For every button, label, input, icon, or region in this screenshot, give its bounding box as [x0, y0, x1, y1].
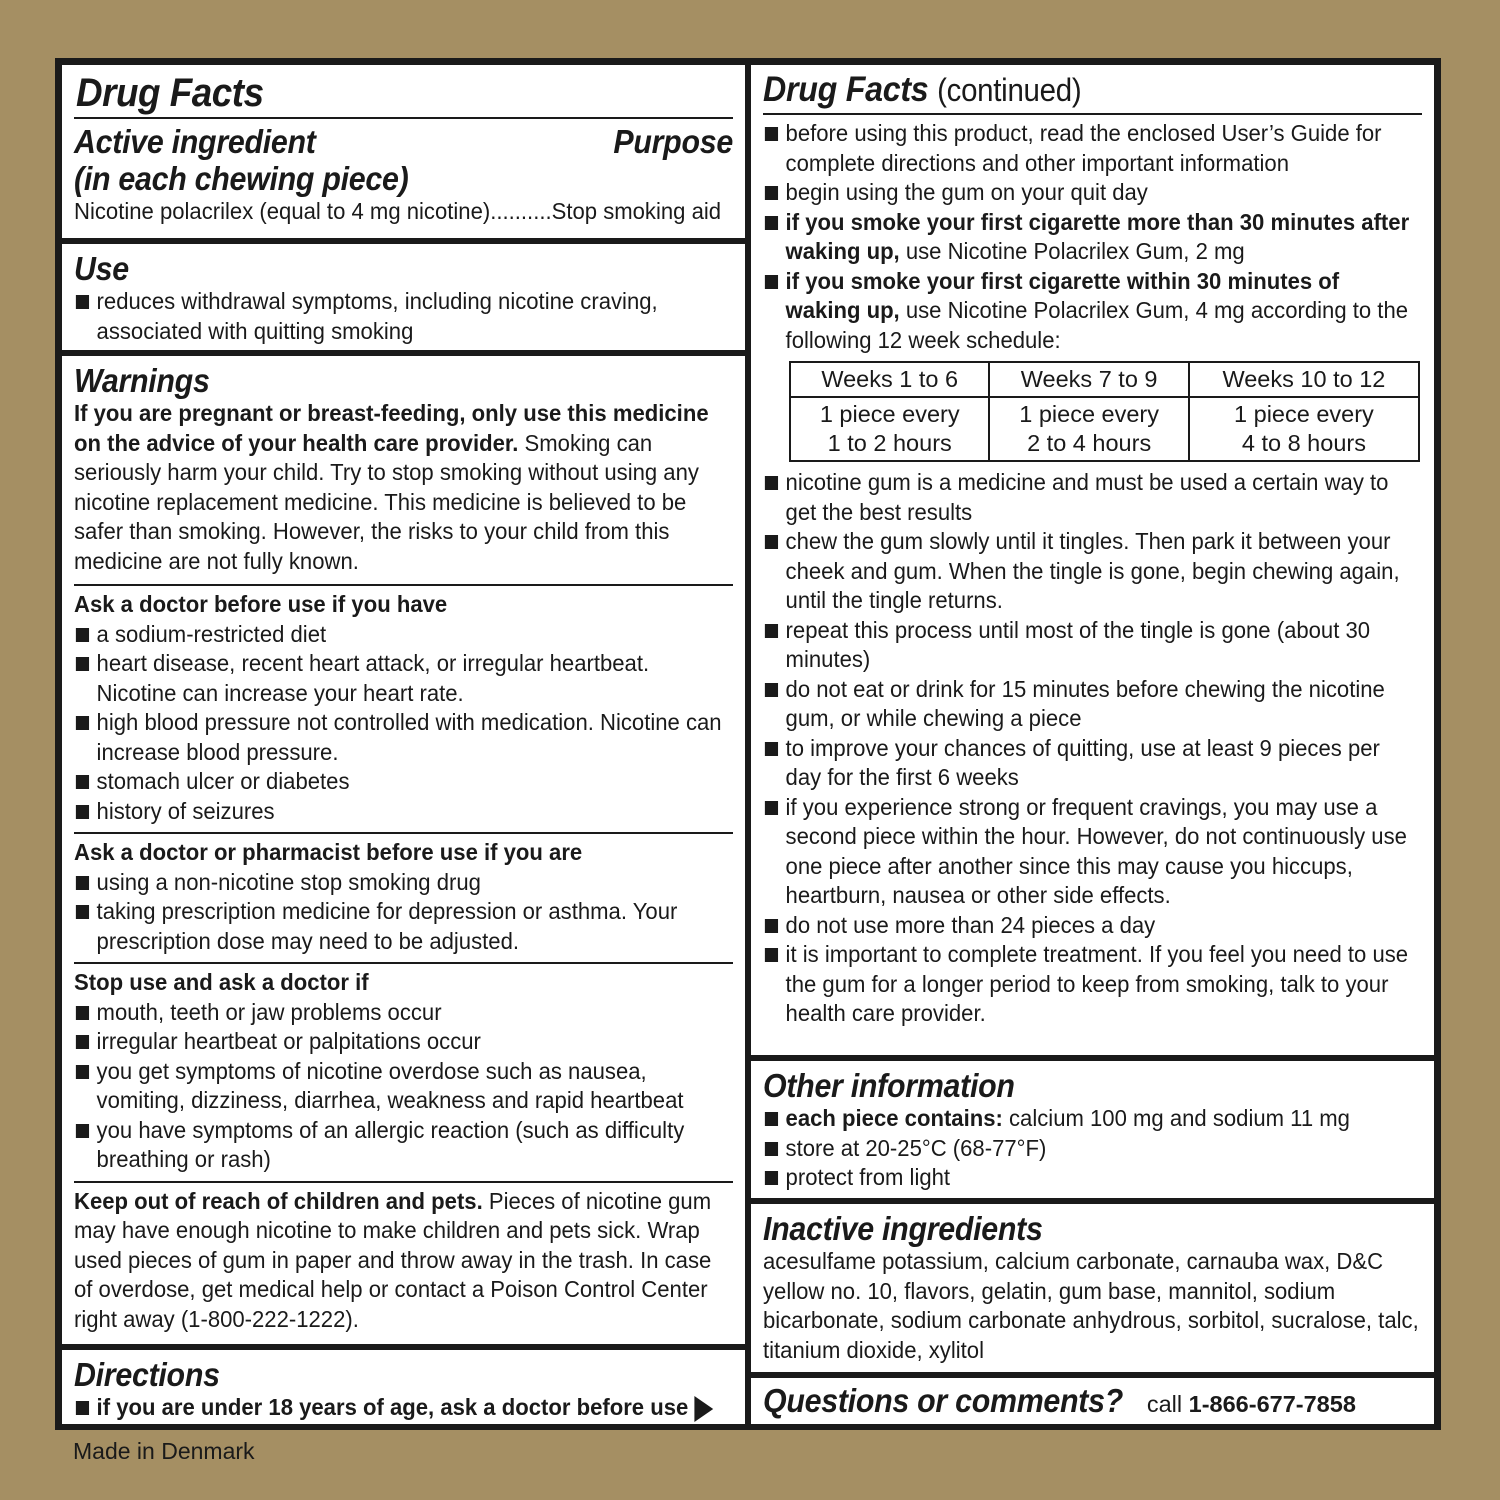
- bullet-icon: [76, 1006, 89, 1020]
- questions-section: [751, 1378, 1434, 1424]
- bullet-icon: [76, 628, 89, 642]
- pregnancy-warning: [74, 399, 731, 576]
- bullet-icon: [76, 295, 89, 309]
- inactive-ingredients-heading: Inactive ingredients: [763, 1210, 1043, 1247]
- directions-continued-section: [751, 65, 1434, 1055]
- use-heading: Use: [74, 250, 129, 287]
- directions-list-after-table: [763, 468, 1420, 1029]
- list-item: you have symptoms of an allergic reaction (such as difficulty breathing or rash): [74, 1116, 731, 1175]
- bullet-icon: [76, 716, 89, 730]
- divider: [763, 113, 1422, 115]
- bullet-icon: [76, 905, 89, 919]
- bullet-icon: [76, 1124, 89, 1138]
- ask-doctor-heading: Ask a doctor before use if you have: [74, 591, 448, 617]
- bullet-icon: [76, 1065, 89, 1079]
- list-item: before using this product, read the enclosed User’s Guide for complete directions and other important information: [763, 119, 1420, 178]
- bullet-icon: [765, 476, 778, 490]
- bullet-icon: [765, 1142, 778, 1156]
- list-item: protect from light: [763, 1163, 1420, 1193]
- drug-facts-title: Drug Facts: [76, 71, 264, 115]
- questions-heading: Questions or comments?: [763, 1382, 1124, 1419]
- other-information-section: [751, 1061, 1434, 1198]
- stop-use-heading: Stop use and ask a doctor if: [74, 969, 369, 995]
- active-ingredient-heading: Active ingredient: [74, 123, 316, 160]
- questions-phone: 1-866-677-7858: [1188, 1391, 1356, 1417]
- use-section: [62, 244, 745, 350]
- bullet-icon: [765, 186, 778, 200]
- divider: [74, 584, 733, 586]
- ask-pharmacist-list: [74, 868, 731, 957]
- bullet-icon: [76, 657, 89, 671]
- list-item: nicotine gum is a medicine and must be used a certain way to get the best results: [763, 468, 1420, 527]
- list-item: to improve your chances of quitting, use at least 9 pieces per day for the first 6 weeks: [763, 734, 1420, 793]
- list-item: stomach ulcer or diabetes: [74, 767, 731, 797]
- pregnancy-warning-bold: If you are pregnant or breast-feeding, only use this medicine on the advice of your health care provider.: [74, 400, 709, 456]
- ingredient-line: Nicotine polacrilex (equal to 4 mg nicotine)..........Stop smoking aid: [74, 198, 722, 224]
- list-item: do not eat or drink for 15 minutes before chewing the nicotine gum, or while chewing a piece: [763, 675, 1420, 734]
- ask-doctor-list: [74, 620, 731, 827]
- bullet-icon: [76, 1035, 89, 1049]
- list-item: repeat this process until most of the tingle is gone (about 30 minutes): [763, 616, 1420, 675]
- divider: [74, 1181, 733, 1183]
- divider: [74, 832, 733, 834]
- list-item: it is important to complete treatment. If you feel you need to use the gum for a longer period to keep from smoking, talk to your health care provider.: [763, 940, 1420, 1029]
- keep-out-text: Pieces of nicotine gum may have enough nicotine to make children and pets sick. Wrap used pieces of gum in paper and throw away in the trash. In case of overdose, get medical help or contact a Poison Control Center right away (1-800-222-1222).: [74, 1187, 712, 1332]
- other-information-list: [763, 1104, 1420, 1193]
- bullet-icon: [765, 275, 778, 289]
- table-row: [790, 397, 1419, 461]
- list-item: begin using the gum on your quit day: [763, 178, 1420, 208]
- other-information-heading: Other information: [763, 1067, 1015, 1104]
- bullet-icon: [765, 742, 778, 756]
- bullet-icon: [765, 127, 778, 141]
- table-cell: 1 piece every 2 to 4 hours: [989, 397, 1188, 461]
- list-item: irregular heartbeat or palpitations occur: [74, 1027, 731, 1057]
- list-item: you get symptoms of nicotine overdose such as nausea, vomiting, dizziness, diarrhea, weakness and rapid heartbeat: [74, 1057, 731, 1116]
- list-item: chew the gum slowly until it tingles. Then park it between your cheek and gum. When the tingle is gone, begin chewing again, until the tingle returns.: [763, 527, 1420, 616]
- list-item: if you smoke your first cigarette within 30 minutes of waking up, use Nicotine Polacrilex Gum, 4 mg according to the following 12 week schedule:: [763, 267, 1420, 356]
- bullet-icon: [765, 535, 778, 549]
- bullet-icon: [765, 216, 778, 230]
- schedule-table: [789, 361, 1420, 462]
- active-ingredient-section: [62, 65, 745, 238]
- directions-list-before-table: [763, 119, 1420, 355]
- bullet-icon: [76, 876, 89, 890]
- active-ingredient-subheading: (in each chewing piece): [74, 160, 409, 197]
- list-item: a sodium-restricted diet: [74, 620, 731, 650]
- keep-out-warning: [74, 1187, 731, 1335]
- list-item: high blood pressure not controlled with medication. Nicotine can increase blood pressure.: [74, 708, 731, 767]
- schedule-table-wrap: [763, 361, 1422, 462]
- list-item: each piece contains: calcium 100 mg and sodium 11 mg: [763, 1104, 1420, 1134]
- list-item: heart disease, recent heart attack, or irregular heartbeat. Nicotine can increase your heart rate.: [74, 649, 731, 708]
- keep-out-bold: Keep out of reach of children and pets.: [74, 1187, 483, 1214]
- bullet-icon: [765, 1112, 778, 1126]
- table-cell: 1 piece every 4 to 8 hours: [1189, 397, 1419, 461]
- continue-arrow-icon: [694, 1396, 713, 1422]
- ask-pharmacist-heading: Ask a doctor or pharmacist before use if you are: [74, 839, 583, 865]
- warnings-section: [62, 356, 745, 1344]
- list-item: mouth, teeth or jaw problems occur: [74, 998, 731, 1028]
- directions-heading: Directions: [74, 1356, 220, 1393]
- divider: [74, 962, 733, 964]
- inactive-ingredients-section: [751, 1204, 1434, 1372]
- list-item: store at 20-25°C (68-77°F): [763, 1134, 1420, 1164]
- bullet-icon: [765, 801, 778, 815]
- inactive-ingredients-text: acesulfame potassium, calcium carbonate, carnauba wax, D&C yellow no. 10, flavors, gelatin, gum base, mannitol, sodium bicarbonate, sodium carbonate anhydrous, sorbitol, sucralose, talc, titanium dioxide, xylitol: [763, 1248, 1419, 1363]
- bullet-icon: [76, 1401, 89, 1415]
- bullet-icon: [765, 919, 778, 933]
- table-cell: 1 piece every 1 to 2 hours: [790, 397, 989, 461]
- active-ingredient-header: [74, 123, 733, 160]
- warnings-heading: Warnings: [74, 362, 210, 399]
- list-item: taking prescription medicine for depression or asthma. Your prescription dose may need to be adjusted.: [74, 897, 731, 956]
- use-list: [74, 287, 731, 346]
- list-item: reduces withdrawal symptoms, including nicotine craving, associated with quitting smoking: [74, 287, 731, 346]
- table-header-cell: Weeks 1 to 6: [790, 362, 989, 397]
- bullet-icon: [765, 683, 778, 697]
- continued-title-text: Drug Facts: [763, 70, 929, 109]
- bullet-icon: [765, 948, 778, 962]
- continued-title: [763, 71, 1369, 109]
- table-header-cell: Weeks 10 to 12: [1189, 362, 1419, 397]
- pregnancy-warning-text: Smoking can seriously harm your child. Try to stop smoking without using any nicotine replacement medicine. This medicine is believed to be safer than smoking. However, the risks to your child from this medicine are not fully known.: [74, 429, 699, 574]
- table-row: [790, 362, 1419, 397]
- table-header-cell: Weeks 7 to 9: [989, 362, 1188, 397]
- bullet-icon: [765, 624, 778, 638]
- directions-section: [62, 1350, 745, 1424]
- list-item: if you are under 18 years of age, ask a doctor before use: [74, 1393, 731, 1423]
- purpose-heading: Purpose: [613, 123, 733, 160]
- bullet-icon: [76, 805, 89, 819]
- list-item: using a non-nicotine stop smoking drug: [74, 868, 731, 898]
- list-item: if you experience strong or frequent cravings, you may use a second piece within the hour. However, do not continuously use one piece after another since this may cause you hiccups, heartburn, nausea or other side effects.: [763, 793, 1420, 911]
- list-item: history of seizures: [74, 797, 731, 827]
- stop-use-list: [74, 998, 731, 1175]
- list-item: do not use more than 24 pieces a day: [763, 911, 1420, 941]
- bullet-icon: [76, 775, 89, 789]
- drug-facts-panel: [55, 58, 1441, 1430]
- questions-line: [763, 1382, 1422, 1420]
- bullet-icon: [765, 1171, 778, 1185]
- divider: [74, 117, 733, 119]
- list-item: if you smoke your first cigarette more than 30 minutes after waking up, use Nicotine Polacrilex Gum, 2 mg: [763, 208, 1420, 267]
- made-in-label: Made in Denmark: [73, 1438, 255, 1464]
- continued-note: (continued): [937, 72, 1082, 108]
- directions-list: [74, 1393, 731, 1423]
- questions-call: call: [1140, 1391, 1189, 1417]
